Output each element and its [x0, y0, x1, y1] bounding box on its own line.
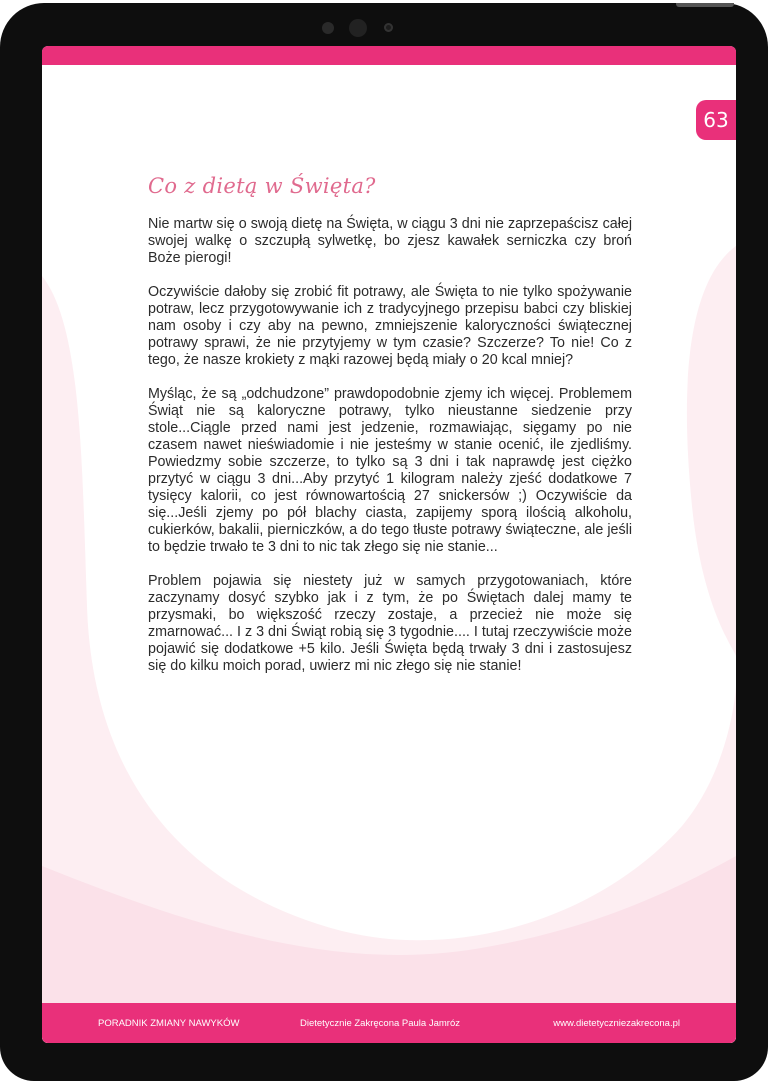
paragraph: Problem pojawia się niestety już w samych przygotowaniach, które zaczynamy dosyć szybko jak i z tym, że po Świętach dalej mamy te przysmaki, bo większość rzeczy zostaje, a przecież nie może się zmarnować... I z 3 dni Świąt robią się 3 tygodnie.... I tutaj rzeczywiście może pojawić się dodatkowe +5 kilo. Jeśli Święta będą trwały 3 dni i zastosujesz się do kilku moich porad, uwierz mi nic złego się nie stanie! [148, 573, 632, 674]
page-footer [42, 1003, 736, 1043]
article-body [148, 216, 632, 692]
sensor-icon [322, 22, 334, 34]
camera-lens-icon [384, 23, 393, 32]
power-button [676, 3, 734, 7]
top-accent-bar [42, 46, 736, 65]
paragraph: Oczywiście dałoby się zrobić fit potrawy, ale Święta to nie tylko spożywanie potraw, lecz przygotowywanie ich z tradycyjnego przepisu babci czy bliskiej nam osoby i czy aby na pewno, zmniejszenie kaloryczności świątecznej potrawy sprawi, że nie przytyjemy w tym czasie? Szczerze? To nie! Co z tego, że nasze krokiety z mąki razowej będą miały o 20 kcal mniej? [148, 284, 632, 368]
camera-icon [349, 19, 367, 37]
page-number-badge: 63 [696, 100, 736, 140]
footer-guide-title: PORADNIK ZMIANY NAWYKÓW [98, 1018, 240, 1029]
section-heading: Co z dietą w Święta? [148, 174, 376, 198]
paragraph: Nie martw się o swoją dietę na Święta, w ciągu 3 dni nie zaprzepaścisz całej swojej walkę o szczupłą sylwetkę, bo zjesz kawałek serniczka czy broń Boże pierogi! [148, 216, 632, 266]
paragraph: Myśląc, że są „odchudzone” prawdopodobnie zjemy ich więcej. Problemem Świąt nie są kaloryczne potrawy, tylko nieustanne siedzenie przy stole...Ciągle przed nami jest jedzenie, rozmawiając, sięgamy po nie czasem nawet nieświadomie i nie jesteśmy w stanie ocenić, ile zjedliśmy. Powiedzmy sobie szczerze, to tylko są 3 dni i tak naprawdę jest ciężko przytyć w ciągu 3 dni...Aby przytyć 1 kilogram należy zjeść dodatkowe 7 tysięcy kalorii, co jest równowartością 27 snickersów ;) Oczywiście da się...Jeśli zjemy po pół blachy ciasta, zapijemy sporą ilością alkoholu, cukierków, bakalii, pierniczków, a do tego tłuste potrawy świąteczne, ale jeśli to będzie trwało te 3 dni to nic tak złego się nie stanie... [148, 386, 632, 555]
footer-website-link[interactable]: www.dietetyczniezakrecona.pl [553, 1018, 680, 1029]
document-page [42, 46, 736, 1043]
tablet-frame [0, 3, 768, 1081]
footer-author: Dietetycznie Zakręcona Paula Jamróz [300, 1018, 460, 1029]
